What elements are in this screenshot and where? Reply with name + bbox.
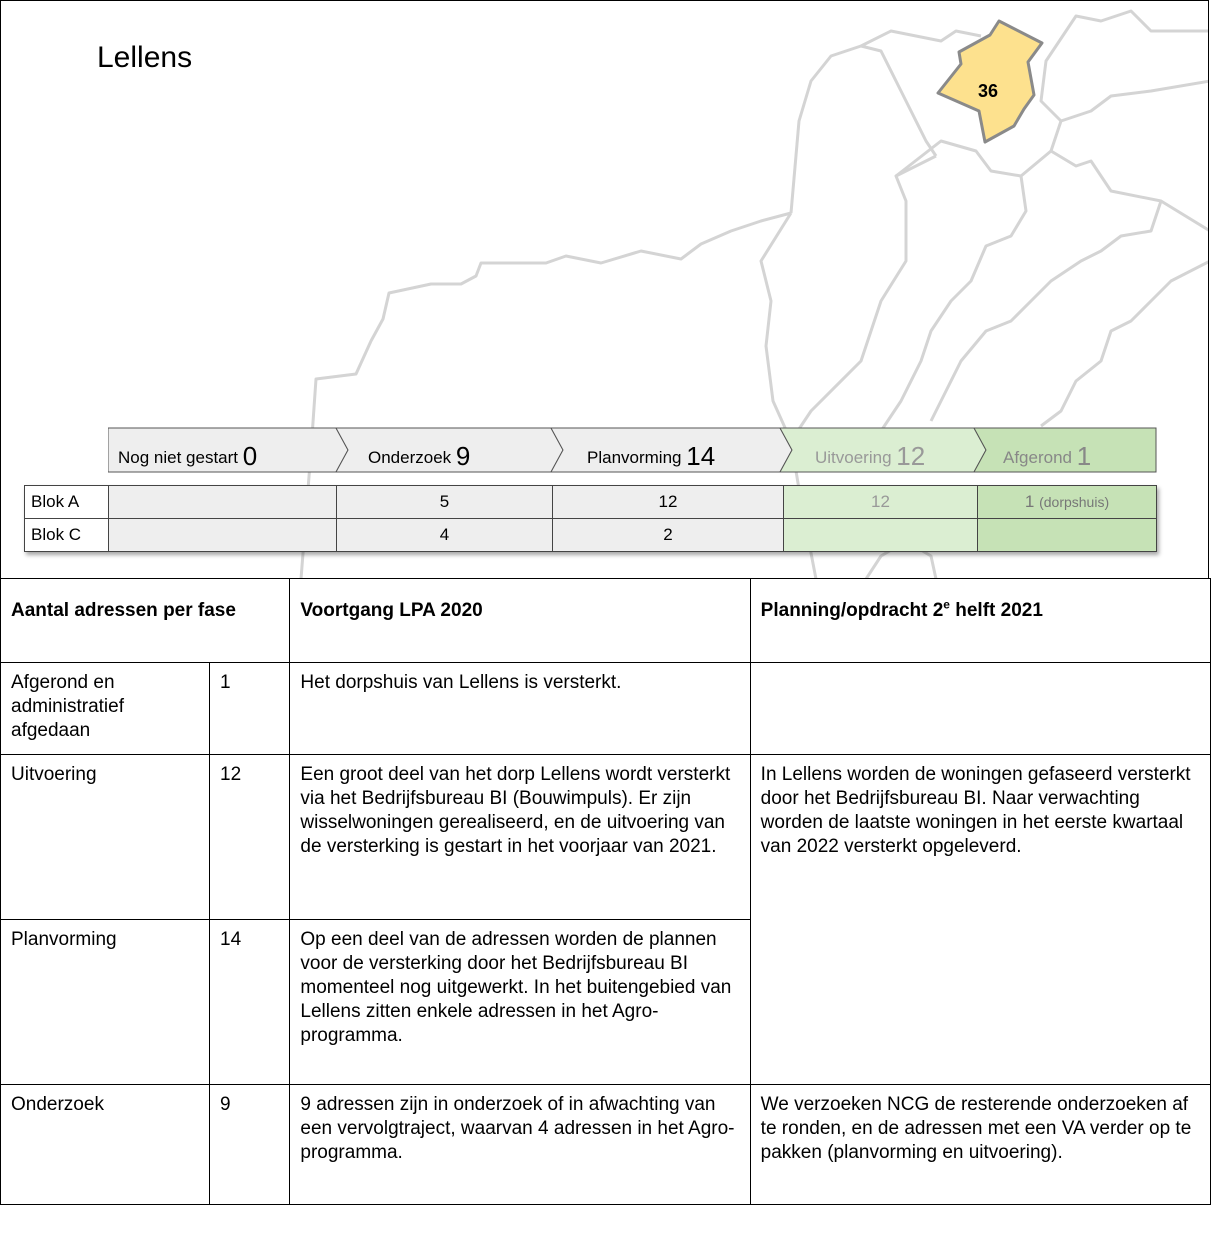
map-boundary bbox=[861, 31, 981, 46]
phase-label-planvorming: Planvorming 14 bbox=[587, 441, 716, 471]
progress-cell: 9 adressen zijn in onderzoek of in afwachting van een vervolgtraject, waarvan 4 adressen in het Agro-programma. bbox=[290, 1085, 750, 1205]
map-boundary bbox=[1051, 81, 1209, 151]
header-planning: Planning/opdracht 2e helft 2021 bbox=[750, 579, 1210, 663]
block-note: (dorpshuis) bbox=[1039, 494, 1110, 510]
planning-cell: We verzoeken NCG de resterende onderzoeken af te ronden, en de adressen met een VA verder op te pakken (planvorming en uitvoering). bbox=[750, 1085, 1210, 1205]
count-cell: 12 bbox=[210, 755, 290, 920]
block-cell: 2 bbox=[553, 519, 784, 552]
block-cell: 5 bbox=[337, 486, 553, 519]
phase-cell: Uitvoering bbox=[1, 755, 210, 920]
block-row bbox=[25, 519, 1157, 552]
overview-panel bbox=[0, 0, 1209, 578]
region-number: 36 bbox=[977, 81, 999, 101]
block-cell: 1 (dorpshuis) bbox=[978, 486, 1157, 519]
progress-cell: Op een deel van de adressen worden de plannen voor de versterking door het Bedrijfsbureau BI momenteel nog uitgewerkt. In het buitengebied van Lellens zitten enkele adressen in het Agro-programma. bbox=[290, 920, 750, 1085]
map-boundary bbox=[791, 46, 936, 213]
block-table bbox=[24, 485, 1157, 552]
count-cell: 9 bbox=[210, 1085, 290, 1205]
page-title: Lellens bbox=[97, 41, 193, 74]
block-cell: 12 bbox=[553, 486, 784, 519]
table-row bbox=[1, 1085, 1211, 1205]
block-cell: 12 bbox=[784, 486, 978, 519]
phase-label-not-started: Nog niet gestart 0 bbox=[118, 441, 258, 471]
table-row bbox=[1, 663, 1211, 755]
block-cell bbox=[109, 486, 337, 519]
block-cell bbox=[109, 519, 337, 552]
count-cell: 14 bbox=[210, 920, 290, 1085]
planning-cell bbox=[750, 663, 1210, 755]
map-boundary bbox=[931, 201, 1161, 421]
header-progress: Voortgang LPA 2020 bbox=[290, 579, 750, 663]
progress-cell: Het dorpshuis van Lellens is versterkt. bbox=[290, 663, 750, 755]
table-header-row bbox=[1, 579, 1211, 663]
block-name: Blok C bbox=[25, 519, 109, 552]
phase-cell: Afgerond en administratief afgedaan bbox=[1, 663, 210, 755]
map-boundary bbox=[896, 141, 1209, 231]
block-name: Blok A bbox=[25, 486, 109, 519]
phase-label-afgerond: Afgerond 1 bbox=[1003, 441, 1092, 471]
map-boundary bbox=[791, 156, 936, 441]
table-row bbox=[1, 755, 1211, 920]
phase-cell: Planvorming bbox=[1, 920, 210, 1085]
phase-label-onderzoek: Onderzoek 9 bbox=[368, 441, 471, 471]
progress-cell: Een groot deel van het dorp Lellens wordt versterkt via het Bedrijfsbureau BI (Bouwimpuls). Er zijn wisselwoningen gerealiseerd, en de uitvoering van de versterking is gestart in het voorjaar van 2021. bbox=[290, 755, 750, 920]
block-row bbox=[25, 486, 1157, 519]
block-cell: 4 bbox=[337, 519, 553, 552]
progress-table bbox=[0, 578, 1211, 1205]
map-boundary bbox=[881, 176, 1026, 431]
map-boundary bbox=[1041, 261, 1209, 426]
map-boundary bbox=[1041, 11, 1209, 121]
phase-cell: Onderzoek bbox=[1, 1085, 210, 1205]
phase-label-uitvoering: Uitvoering 12 bbox=[815, 441, 926, 471]
block-cell bbox=[978, 519, 1157, 552]
planning-cell: In Lellens worden de woningen gefaseerd versterkt door het Bedrijfsbureau BI. Naar verwachting worden de laatste woningen in het eerste kwartaal van 2022 versterkt opgeleverd. bbox=[750, 755, 1210, 1085]
phase-chevrons bbox=[108, 427, 1157, 473]
block-cell bbox=[784, 519, 978, 552]
header-phase: Aantal adressen per fase bbox=[1, 579, 290, 663]
count-cell: 1 bbox=[210, 663, 290, 755]
